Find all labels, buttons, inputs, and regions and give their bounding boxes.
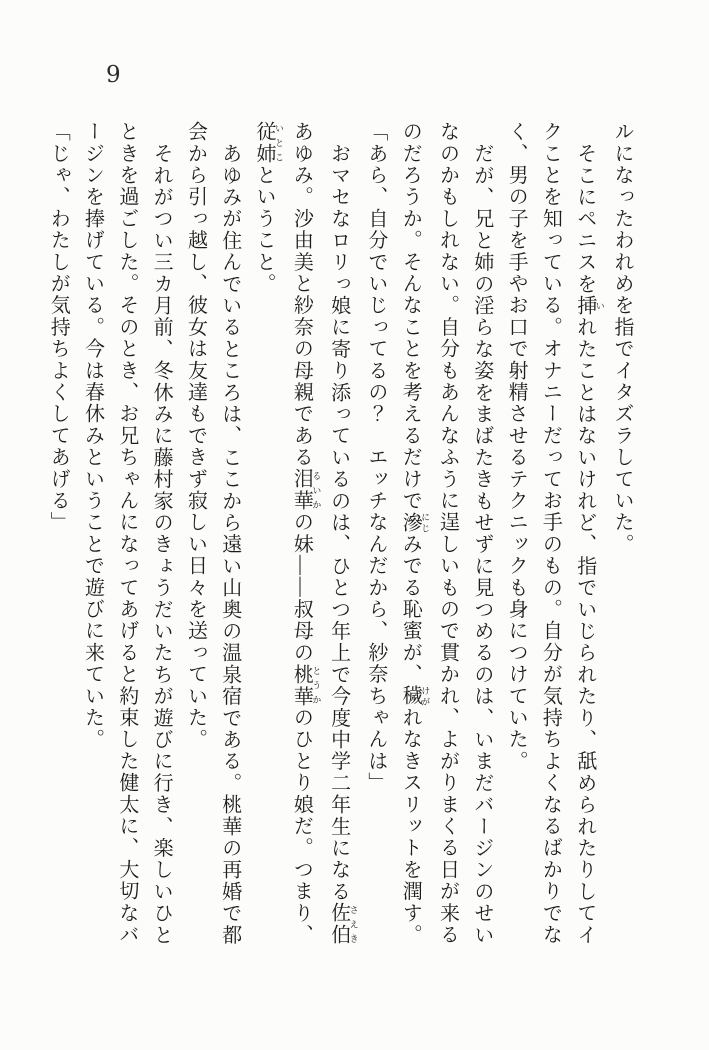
furigana-ruby: 挿 い	[573, 294, 605, 317]
text-column: クことを知っている。オナニーだってお手のもの。自分が気持ちよくなるばかりでな	[539, 121, 562, 946]
text-column: なのかもしれない。自分もあんなふうに逞しいもので貫かれ、よがりまくる日が来る	[436, 121, 459, 946]
furigana-ruby: 滲 にじ	[399, 511, 431, 534]
text-column: ときを過ごした。そのとき、お兄ちゃんになってあげると約束した健太に、大切なバ	[115, 121, 138, 946]
furigana-ruby: 桃華 とうか	[290, 663, 322, 707]
text-column: おマセなロリっ娘に寄り添っているのは、ひとつ年上で今度中学二年生になる佐伯 さえき	[327, 142, 359, 946]
furigana-ruby: 泪華 るいか	[290, 468, 322, 512]
furigana-ruby: 佐伯 さえき	[327, 902, 359, 946]
text-column: 従姉 いとこということ。	[253, 121, 285, 295]
text-column: のだろうか。そんなことを考えるだけで滲 にじみでる恥蜜が、穢 けがれなきスリットを潤す。	[399, 121, 431, 946]
text-column: ルになったわれめを指でイタズラしていた。	[611, 121, 633, 555]
page-number: 9	[106, 62, 121, 88]
text-column: ージンを捧げている。今は春休みということで遊びに来ていた。	[81, 121, 104, 751]
text-column: あゆみが住んでいるところは、ここから遠い山奥の温泉宿である。桃華の再婚で都	[218, 142, 241, 946]
text-block	[41, 121, 639, 953]
text-column: そこにペニスを挿 いれたことはないけれど、指でいじられたり、舐められたりしてイ	[573, 142, 605, 946]
text-column: それがつい三カ月前、冬休みに藤村家のきょうだいたちが遊びに行き、楽しいひと	[150, 142, 173, 946]
text-column: く、男の子を手やお口で射精させるテクニックも身につけていた。	[505, 121, 528, 772]
text-column: 会から引っ越し、彼女は友達もできず寂しい日々を送っていた。	[184, 121, 207, 751]
text-column: 「じゃ、わたしが気持ちよくしてあげる」	[47, 121, 70, 534]
text-column: だが、兄と姉の淫らな姿をまばたきもせずに見つめるのは、いまだバージンのせい	[470, 142, 493, 946]
furigana-ruby: 穢 けが	[399, 685, 431, 707]
furigana-ruby: 従姉 いとこ	[253, 121, 285, 165]
text-column: 「あら、自分でいじってるの？ エッチなんだから、紗奈ちゃんは」	[364, 121, 387, 794]
text-column: あゆみ。沙由美と紗奈の母親である泪華 るいかの妹――叔母の桃華 とうかのひとり娘だ。つまり、	[290, 121, 322, 946]
